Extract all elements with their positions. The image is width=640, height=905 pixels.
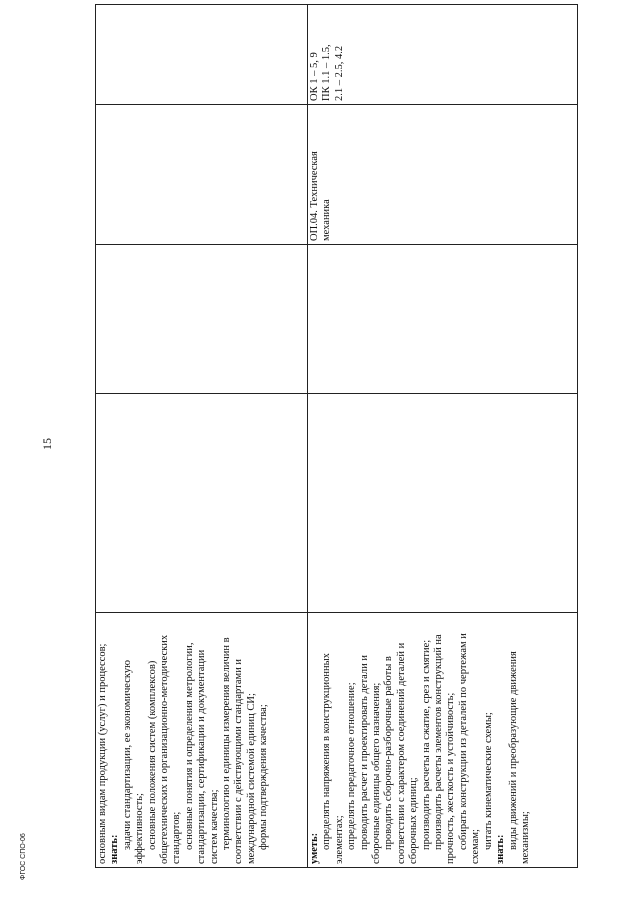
text-line: общетехнических и организационно-методических	[159, 634, 171, 864]
empty-cell	[96, 5, 308, 105]
curriculum-table	[95, 4, 578, 868]
table-row	[308, 5, 578, 868]
discipline-cell	[308, 105, 578, 245]
empty-cell	[308, 394, 578, 613]
text-line: основные положения систем (комплексов)	[146, 660, 158, 850]
empty-cell	[96, 245, 308, 394]
text-line: производить расчеты элементов конструкций на	[433, 634, 445, 850]
requirements-cell	[96, 613, 308, 868]
section-heading-can: уметь:	[309, 832, 320, 864]
text-line: сборочные единицы общего назначения;	[371, 682, 383, 864]
empty-cell	[96, 394, 308, 613]
text-line: соответствии с действующими стандартами и	[233, 658, 245, 864]
text-line: проводить расчет и проектировать детали и	[358, 654, 370, 850]
text-line: соответствии с характером соединений деталей и	[395, 642, 407, 864]
text-line: механизмы;	[519, 811, 531, 864]
section-heading-know: знать:	[495, 834, 507, 864]
empty-cell	[96, 105, 308, 245]
text-line: основные понятия и определения метрологии,	[183, 642, 195, 850]
text-line: проводить сборочно-разборочные работы в	[383, 656, 395, 850]
discipline-name: механика	[321, 199, 333, 241]
text-line: элементах;	[333, 815, 345, 864]
document-sheet	[95, 40, 577, 868]
competency-code: 2.1 – 2.5, 4.2	[333, 45, 345, 101]
competency-code: ПК 1.1 – 1.5,	[321, 44, 333, 101]
text-line: читать кинематические схемы;	[482, 712, 494, 850]
text-line: эффективность;	[134, 793, 146, 864]
requirements-cell	[308, 613, 578, 868]
table-row	[96, 5, 308, 868]
competency-code: ОК 1 – 5, 9	[309, 52, 320, 101]
text-line: стандартов;	[171, 811, 183, 864]
text-line: стандартизации, сертификации и документации	[196, 649, 208, 864]
footer-code: ФГОС СПО-06	[20, 833, 27, 880]
text-line: систем качества;	[208, 789, 220, 864]
empty-cell	[308, 245, 578, 394]
text-line: терминологию и единицы измерения величин в	[221, 637, 233, 850]
text-line: международной системой единиц СИ;	[245, 693, 257, 864]
text-line: определять передаточное отношение;	[346, 682, 358, 850]
text-line: формы подтверждения качества;	[258, 704, 270, 850]
section-heading-know: знать:	[109, 834, 121, 864]
discipline-name: ОП.04. Техническая	[309, 151, 320, 241]
text-line: собирать конструкции из деталей по чертежам и	[457, 633, 469, 850]
text-line: задачи стандартизации, ее экономическую	[121, 660, 133, 850]
text-line: схемам;	[470, 829, 482, 864]
competencies-cell	[308, 5, 578, 105]
text-line: производить расчеты на сжатие, срез и смятие;	[420, 639, 432, 850]
text-line: определять напряжения в конструкционных	[321, 653, 333, 850]
text-line: виды движений и преобразующие движения	[507, 651, 519, 850]
text-line: прочность, жесткость и устойчивость;	[445, 692, 457, 864]
text-line: сборочных единиц;	[408, 777, 420, 864]
text-line: основным видам продукции (услуг) и процессов;	[97, 643, 108, 864]
page-number: 15	[40, 438, 54, 450]
